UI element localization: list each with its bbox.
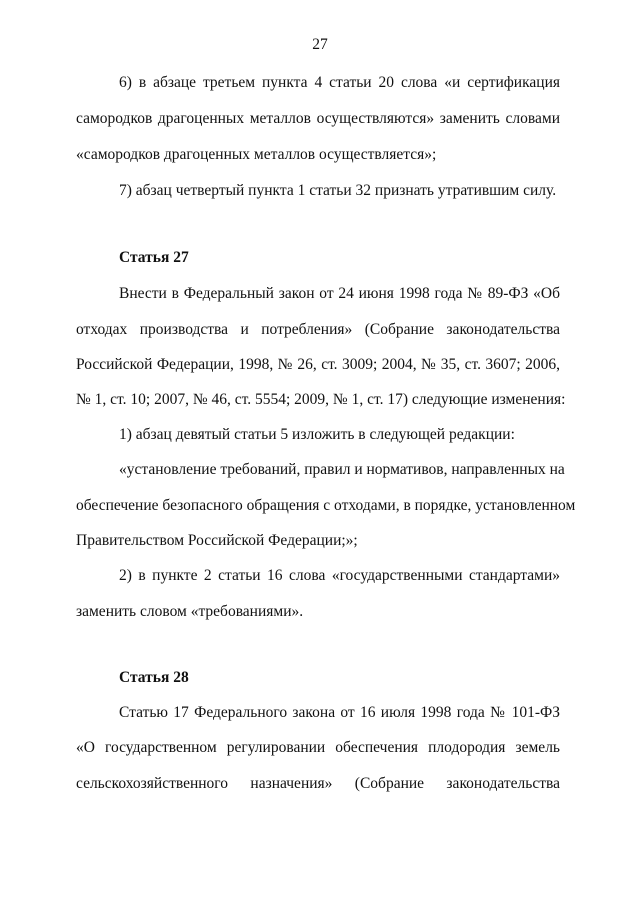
text-line: «самородков драгоценных металлов осуществляется»; (76, 146, 437, 163)
page-number: 27 (312, 36, 328, 53)
text-line: самородков драгоценных металлов осуществляются» заменить словами (76, 110, 560, 127)
text-line: 1) абзац девятый статьи 5 изложить в следующей редакции: (119, 426, 515, 443)
article-heading: Статья 27 (119, 249, 189, 266)
text-line: Внести в Федеральный закон от 24 июня 1998 года № 89-ФЗ «Об (119, 285, 560, 302)
text-line: Статью 17 Федерального закона от 16 июля 1998 года № 101-ФЗ (119, 704, 560, 721)
text-line: 6) в абзаце третьем пункта 4 статьи 20 слова «и сертификация (119, 74, 560, 91)
text-line: 7) абзац четвертый пункта 1 статьи 32 признать утратившим силу. (119, 182, 557, 199)
text-line: Российской Федерации, 1998, № 26, ст. 3009; 2004, № 35, ст. 3607; 2006, (76, 356, 560, 373)
text-line: сельскохозяйственного назначения» (Собрание законодательства (76, 775, 560, 792)
text-line: «установление требований, правил и нормативов, направленных на (119, 461, 565, 478)
text-line: № 1, ст. 10; 2007, № 46, ст. 5554; 2009, № 1, ст. 17) следующие изменения: (76, 391, 566, 408)
text-line: обеспечение безопасного обращения с отходами, в порядке, установленном (76, 497, 576, 514)
article-heading: Статья 28 (119, 669, 189, 686)
text-line: 2) в пункте 2 статьи 16 слова «государственными стандартами» (119, 567, 560, 584)
text-line: заменить словом «требованиями». (76, 603, 304, 620)
text-line: отходах производства и потребления» (Собрание законодательства (76, 321, 560, 338)
text-line: «О государственном регулировании обеспечения плодородия земель (76, 739, 560, 756)
text-line: Правительством Российской Федерации;»; (76, 532, 358, 549)
